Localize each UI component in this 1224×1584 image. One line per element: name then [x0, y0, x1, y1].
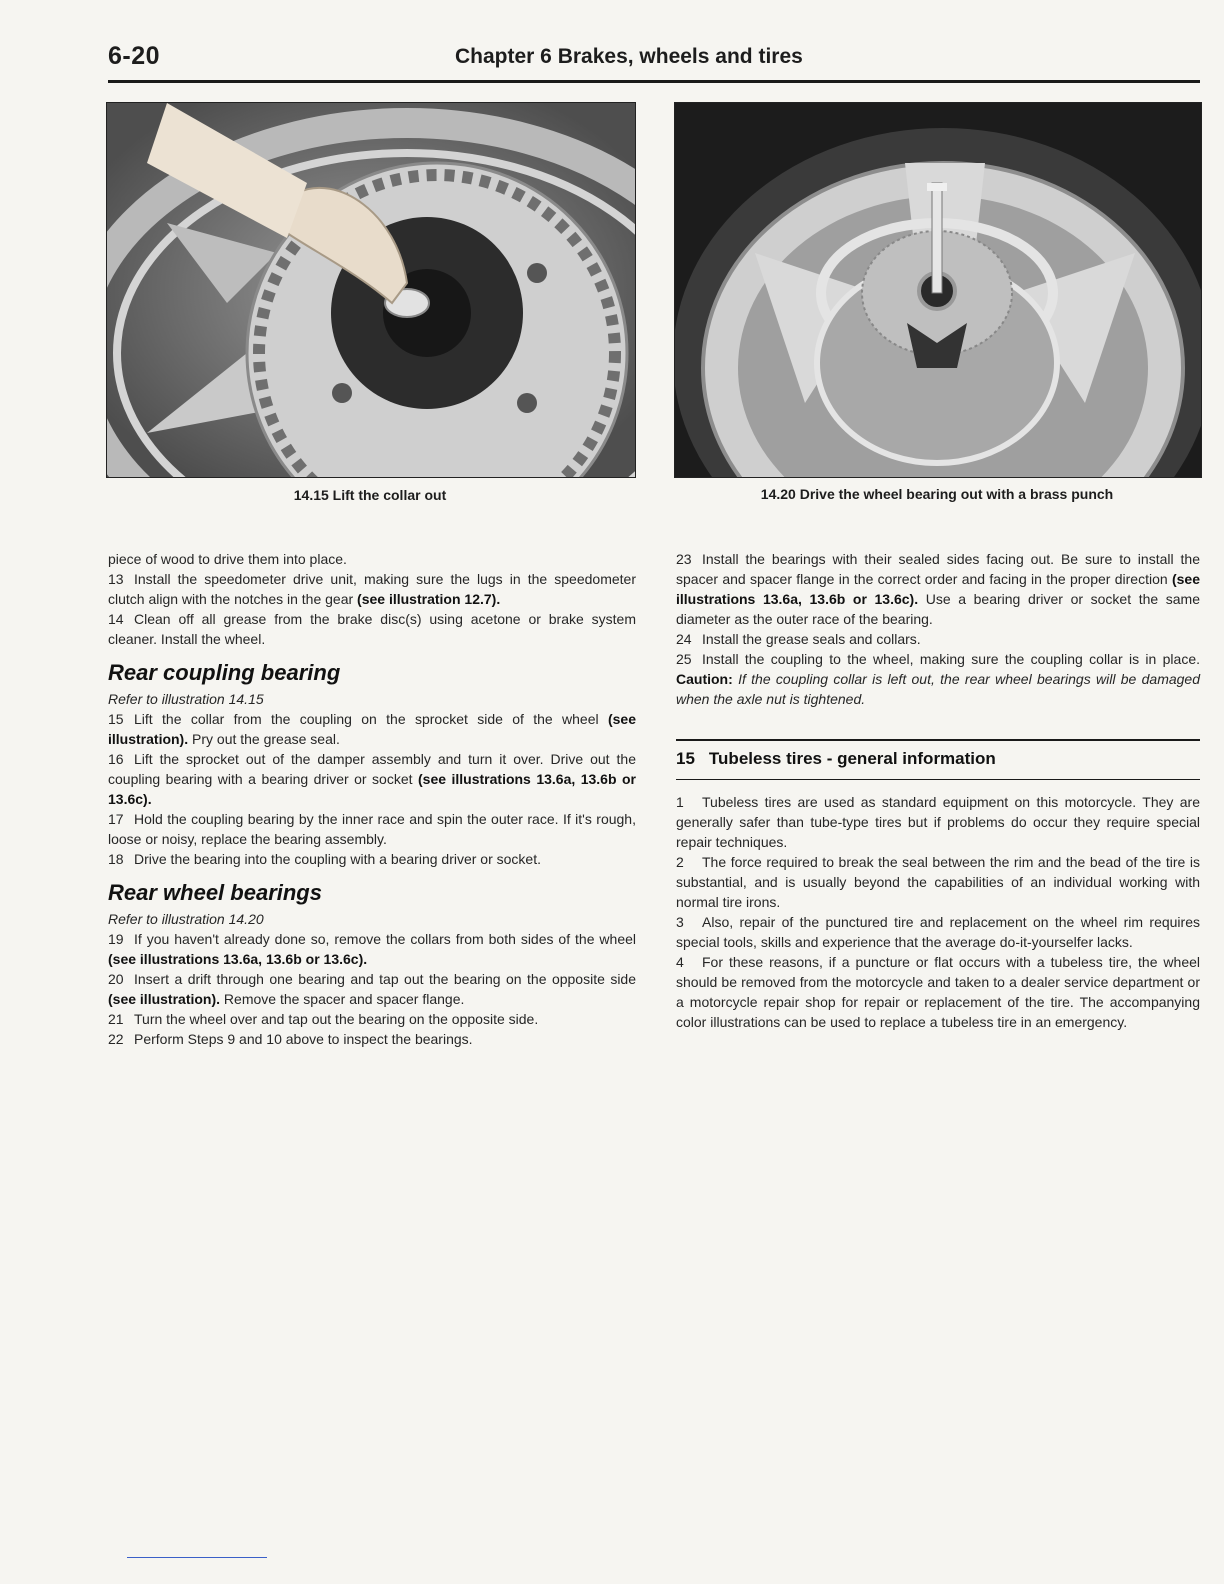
cross-reference: (see illustrations 13.6a, 13.6b or 13.6c). — [676, 571, 1200, 607]
tire-step-1: 1 Tubeless tires are used as standard equipment on this motorcycle. They are generally safer than tube-type tires but if problems do occur they require special repair techniques. — [676, 794, 1200, 850]
step-25: 25 Install the coupling to the wheel, making sure the coupling collar is in place. Caution: If the coupling collar is left out, the rear wheel bearings will be damaged when the axle nut is tightened. — [676, 651, 1201, 707]
refer-to-illustration: Refer to illustration 14.20 — [108, 911, 264, 927]
continued-paragraph: piece of wood to drive them into place. — [108, 551, 347, 567]
step-23: 23 Install the bearings with their sealed sides facing out. Be sure to install the spacer and spacer flange in the correct order and facing in the proper direction (see illustrations 13.6a, 13.6b or 13.6c). Use a bearing driver or socket the same diameter as the outer race of the bearing. — [676, 551, 1201, 627]
refer-to-illustration: Refer to illustration 14.15 — [108, 691, 264, 707]
cross-reference: (see illustration 12.7). — [357, 591, 501, 607]
step-18: 18 Drive the bearing into the coupling with a bearing driver or socket. — [108, 851, 541, 867]
chapter-title: Chapter 6 Brakes, wheels and tires — [455, 45, 803, 68]
step-13: 13 Install the speedometer drive unit, making sure the lugs in the speedometer clutch align with the notches in the gear (see illustration 12.7). — [108, 571, 636, 607]
caution-text: If the coupling collar is left out, the rear wheel bearings will be damaged when the axle nut is tightened. — [676, 671, 1201, 707]
cross-reference: (see illustration). — [108, 991, 221, 1007]
step-17: 17 Hold the coupling bearing by the inner race and spin the outer race. If it's rough, loose or noisy, replace the bearing assembly. — [108, 811, 636, 847]
heading-rear-coupling-bearing: Rear coupling bearing — [108, 660, 341, 685]
cross-reference: (see illustration). — [108, 711, 636, 747]
figure-caption-1420: 14.20 Drive the wheel bearing out with a brass punch — [760, 486, 1114, 502]
section-number: 15 — [676, 749, 695, 768]
section-heading-tubeless-tires — [676, 739, 1200, 780]
heading-rear-wheel-bearings: Rear wheel bearings — [108, 880, 322, 905]
left-column — [108, 549, 636, 1049]
sprocket-photo-illustration — [107, 103, 635, 477]
tire-step-4: 4 For these reasons, if a puncture or flat occurs with a tubeless tire, the wheel should be removed from the motorcycle and taken to a dealer service department or a motorcycle repair shop for repair or replacement of the tire. The accompanying color illustrations can be used to replace a tubeless tire in an emergency. — [676, 954, 1200, 1030]
step-21: 21 Turn the wheel over and tap out the bearing on the opposite side. — [108, 1011, 539, 1027]
step-20: 20 Insert a drift through one bearing and tap out the bearing on the opposite side (see illustration). Remove the spacer and spacer flange. — [108, 971, 636, 1007]
page-header — [108, 42, 1200, 83]
tire-step-3: 3 Also, repair of the punctured tire and replacement on the wheel rim requires special tools, skills and experience that the average do-it-yourselfer lacks. — [676, 914, 1200, 950]
step-22: 22 Perform Steps 9 and 10 above to inspect the bearings. — [108, 1031, 473, 1047]
photo-collar-removal — [106, 102, 636, 478]
step-15: 15 Lift the collar from the coupling on the sprocket side of the wheel (see illustration). Pry out the grease seal. — [108, 711, 636, 747]
cross-reference: (see illustrations 13.6a, 13.6b or 13.6c). — [108, 771, 637, 807]
right-column — [676, 549, 1200, 1032]
footer-rule — [127, 1557, 267, 1558]
photo-bearing-removal — [674, 102, 1202, 478]
step-14: 14 Clean off all grease from the brake disc(s) using acetone or brake system cleaner. Install the wheel. — [108, 611, 636, 647]
cross-reference: (see illustrations 13.6a, 13.6b or 13.6c). — [108, 951, 368, 967]
wheel-hub-photo-illustration — [675, 103, 1201, 477]
step-19: 19 If you haven't already done so, remove the collars from both sides of the wheel (see illustrations 13.6a, 13.6b or 13.6c). — [108, 931, 636, 967]
page-number: 6-20 — [108, 42, 161, 70]
caution-label: Caution: — [676, 671, 733, 687]
tire-step-2: 2 The force required to break the seal between the rim and the bead of the tire is substantial, and is usually beyond the capabilities of an individual working with normal tire irons. — [676, 854, 1200, 910]
step-24: 24 Install the grease seals and collars. — [676, 631, 921, 647]
section-title: Tubeless tires - general information — [708, 749, 996, 768]
step-16: 16 Lift the sprocket out of the damper assembly and turn it over. Drive out the coupling bearing with a bearing driver or socket (see illustrations 13.6a, 13.6b or 13.6c). — [108, 751, 637, 807]
figure-caption-1415: 14.15 Lift the collar out — [293, 487, 447, 503]
